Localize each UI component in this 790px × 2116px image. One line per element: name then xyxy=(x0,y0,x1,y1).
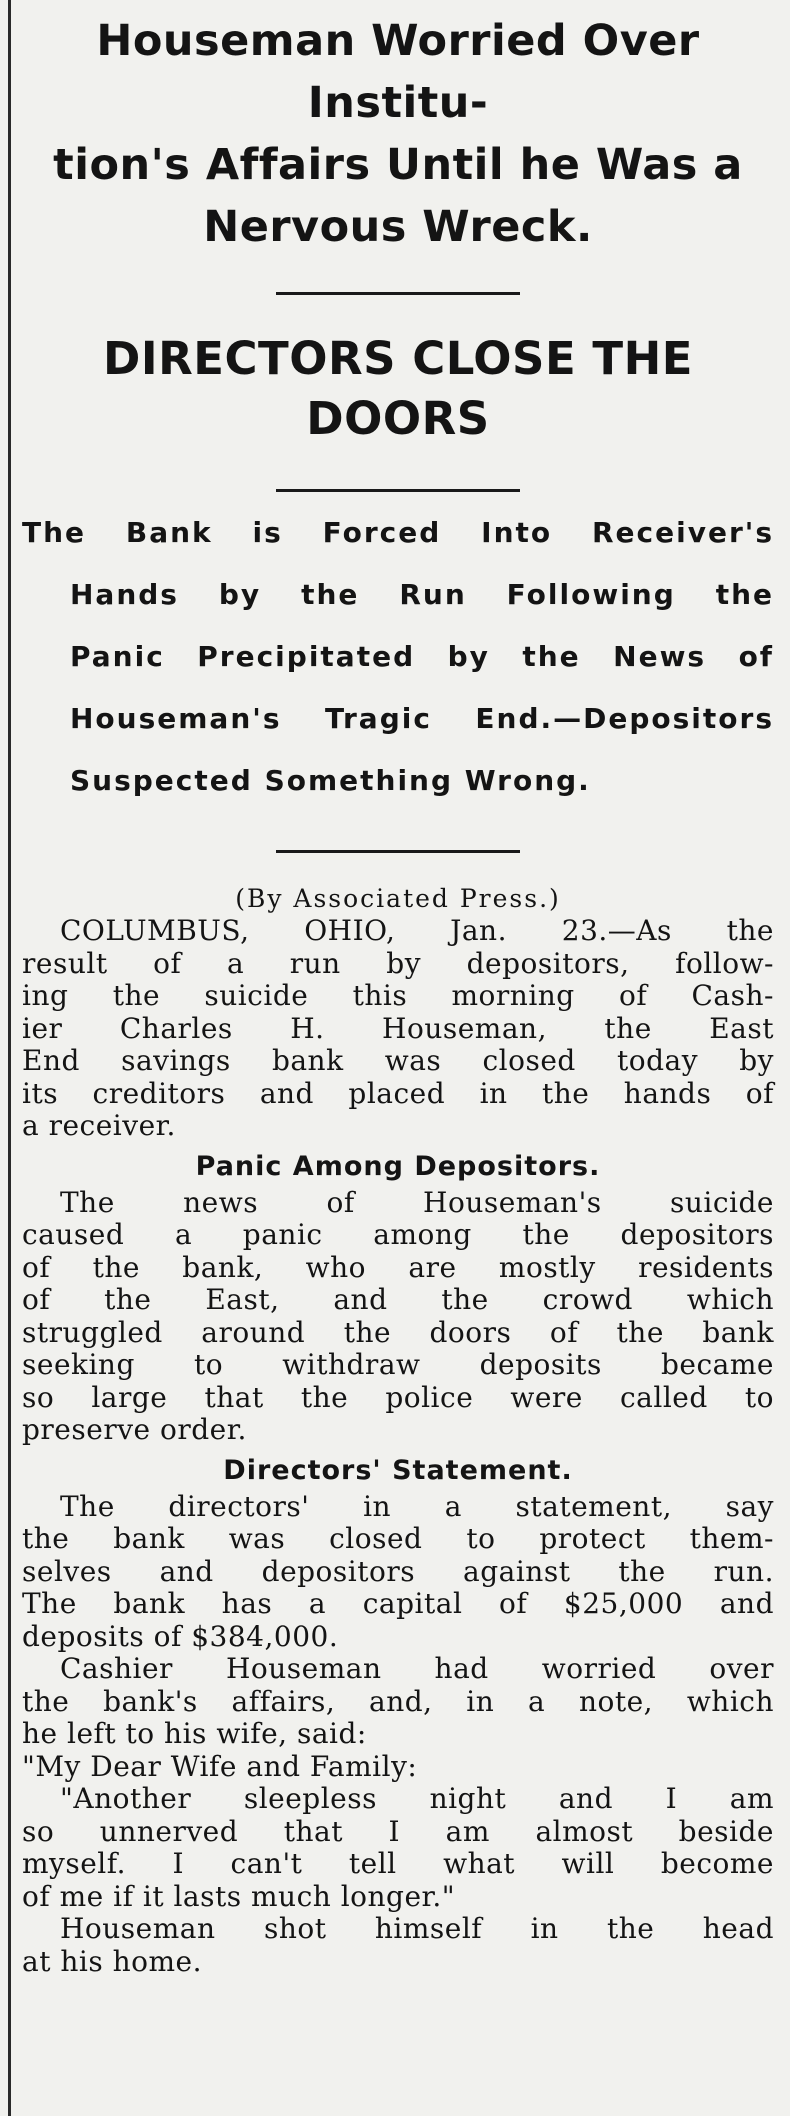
body-line: The bank has a capital of $25,000 and xyxy=(22,1587,774,1620)
body-line: the bank was closed to protect them- xyxy=(22,1522,774,1555)
deck-line: Panic Precipitated by the News of xyxy=(70,640,774,673)
body-line: Houseman shot himself in the head xyxy=(60,1912,774,1945)
headline-line: Nervous Wreck. xyxy=(203,202,593,252)
body-line: he left to his wife, said: xyxy=(22,1717,367,1750)
body-line: result of a run by depositors, follow- xyxy=(22,946,774,980)
body-line: The directors' in a statement, say xyxy=(60,1489,774,1523)
paragraph-note xyxy=(22,1653,774,1751)
deck xyxy=(22,502,774,812)
deck-line: Houseman's Tragic End.—Depositors xyxy=(70,702,774,735)
paragraph-salutation xyxy=(22,1751,774,1784)
subhead: Directors' Statement. xyxy=(223,1454,573,1486)
body-line: deposits of $384,000. xyxy=(22,1619,339,1653)
body-line: caused a panic among the depositors xyxy=(22,1218,774,1251)
byline-credit: (By Associated Press.) xyxy=(235,884,561,913)
body-line: Cashier Houseman had worried over xyxy=(60,1652,774,1685)
body-line: so unnerved that I am almost beside xyxy=(22,1814,774,1848)
body-line: End savings bank was closed today by xyxy=(22,1044,774,1077)
headline-top xyxy=(22,0,774,258)
body-line: the bank's affairs, and, in a note, which xyxy=(22,1684,774,1718)
paragraph-dateline xyxy=(22,915,774,1143)
body-line: myself. I can't tell what will become xyxy=(22,1847,774,1880)
body-line: of the East, and the crowd which xyxy=(22,1283,774,1316)
deck-line: Hands by the Run Following the xyxy=(70,578,774,611)
body-line: preserve order. xyxy=(22,1413,247,1446)
body-line: COLUMBUS, OHIO, Jan. 23.—As the xyxy=(60,914,774,947)
section-divider xyxy=(276,850,520,853)
body-line: "My Dear Wife and Family: xyxy=(22,1749,418,1783)
article-column xyxy=(22,0,774,1978)
body-line: ier Charles H. Houseman, the East xyxy=(22,1011,774,1045)
section-divider xyxy=(276,292,520,295)
section-divider xyxy=(276,489,520,492)
body-line: The news of Houseman's suicide xyxy=(60,1185,774,1219)
paragraph-statement xyxy=(22,1491,774,1654)
body-line: of the bank, who are mostly residents xyxy=(22,1250,774,1284)
body-line: its creditors and placed in the hands of xyxy=(22,1076,774,1110)
paragraph-letter xyxy=(22,1783,774,1913)
body-line: at his home. xyxy=(22,1944,203,1978)
paragraph-conclusion xyxy=(22,1913,774,1978)
column-rule xyxy=(8,0,11,2116)
body-line: selves and depositors against the run. xyxy=(22,1554,774,1588)
body-line: seeking to withdraw deposits became xyxy=(22,1348,774,1381)
body-line: of me if it lasts much longer." xyxy=(22,1879,456,1913)
subhead: Panic Among Depositors. xyxy=(195,1150,601,1182)
body-line: ing the suicide this morning of Cash- xyxy=(22,979,774,1012)
deck-line: The Bank is Forced Into Receiver's xyxy=(22,516,774,549)
headline-main: DIRECTORS CLOSE THE DOORS xyxy=(103,332,693,445)
body-line: so large that the police were called to xyxy=(22,1380,774,1414)
headline-line: Houseman Worried Over Institu- xyxy=(96,16,700,128)
headline-line: tion's Affairs Until he Was a xyxy=(53,140,743,190)
body-line: a receiver. xyxy=(22,1109,176,1142)
paragraph-panic xyxy=(22,1187,774,1447)
body-line: "Another sleepless night and I am xyxy=(60,1782,774,1815)
body-line: struggled around the doors of the bank xyxy=(22,1315,774,1349)
deck-line: Suspected Something Wrong. xyxy=(70,764,591,797)
